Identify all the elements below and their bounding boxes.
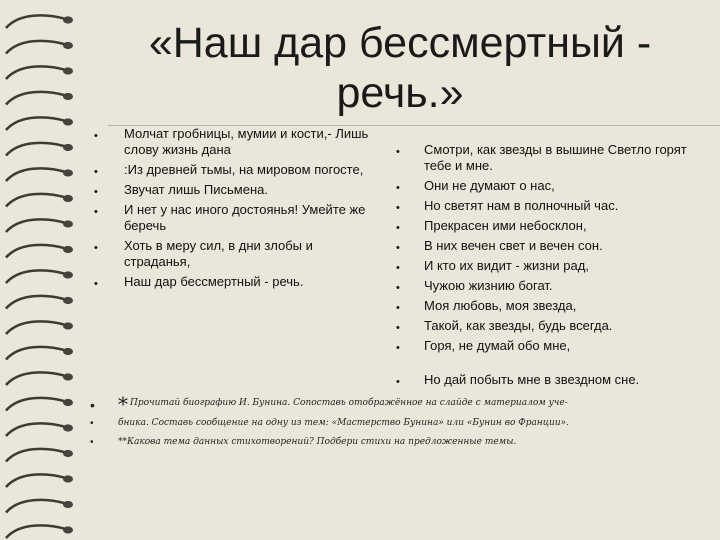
spiral-coil (6, 92, 66, 105)
spiral-hole (63, 450, 73, 457)
spiral-hole (63, 144, 73, 151)
spiral-hole (63, 475, 73, 482)
right-poem (424, 142, 694, 392)
slide-title: «Наш дар бессмертный - речь.» (148, 19, 652, 117)
right-poem-line: • Но дай побыть мне в звездном сне. (424, 372, 694, 388)
spiral-hole (63, 67, 73, 74)
note-line-1: Прочитай биографию И. Бунина. Сопоставь отображённое на слайде с материалом уче- (130, 398, 568, 408)
spiral-hole (63, 501, 73, 508)
spiral-hole (63, 399, 73, 406)
right-poem-line: • В них вечен свет и вечен сон. (424, 238, 694, 254)
assignment-notes (90, 392, 710, 456)
spiral-coil (6, 474, 66, 487)
bullet-icon: • (90, 437, 94, 448)
spiral-coil (6, 66, 66, 79)
right-poem-line: • Такой, как звезды, будь всегда. (424, 318, 694, 334)
left-poem-line: • Хоть в меру сил, в дни злобы и страданья, (124, 238, 374, 270)
spiral-hole (63, 271, 73, 278)
left-poem-line: • :Из древней тьмы, на мировом погосте, (124, 162, 374, 178)
asterisk-mark: * (118, 392, 128, 416)
spiral-coil (6, 372, 66, 385)
spiral-hole (63, 93, 73, 100)
right-poem-line: • Моя любовь, моя звезда, (424, 298, 694, 314)
note-line-3: **Какова тема данных стихотворений? Подбери стихи на предложенные темы. (118, 437, 517, 447)
notebook-spiral-binding (0, 0, 82, 540)
right-poem-line: • Горя, не думай обо мне, (424, 338, 694, 354)
spiral-hole (63, 220, 73, 227)
spiral-coil (6, 117, 66, 130)
spiral-coil (6, 143, 66, 156)
spiral-hole (63, 195, 73, 202)
spiral-hole (63, 246, 73, 253)
spiral-coil (6, 525, 66, 538)
spiral-coil (6, 15, 66, 28)
spiral-coil (6, 500, 66, 513)
right-poem-line: • Смотри, как звезды в вышине Светло горят тебе и мне. (424, 142, 694, 174)
bullet-icon: • (90, 397, 95, 413)
left-poem-line: • И нет у нас иного достоянья! Умейте же беречь (124, 202, 374, 234)
right-poem-line: • И кто их видит - жизни рад, (424, 258, 694, 274)
spiral-coil (6, 398, 66, 411)
spiral-coil (6, 194, 66, 207)
spiral-hole (63, 373, 73, 380)
spiral-hole (63, 42, 73, 49)
right-poem-line: • Они не думают о нас, (424, 178, 694, 194)
spiral-hole (63, 322, 73, 329)
bullet-icon: • (90, 418, 94, 429)
spiral-hole (63, 118, 73, 125)
spiral-coil (6, 449, 66, 462)
assignment-note (90, 392, 710, 416)
right-poem-line: • Но светят нам в полночный час. (424, 198, 694, 214)
spiral-hole (63, 348, 73, 355)
spiral-coil (6, 245, 66, 258)
spiral-coil (6, 270, 66, 283)
spiral-coil (6, 423, 66, 436)
spiral-coil (6, 219, 66, 232)
left-poem-line: • Звучат лишь Письмена. (124, 182, 374, 198)
left-poem (124, 126, 374, 294)
spiral-hole (63, 526, 73, 533)
spiral-coil (6, 296, 66, 309)
note-line-2: бника. Составь сообщение на одну из тем: «Мастерство Бунина» или «Бунин во Франции». (118, 418, 569, 428)
spiral-coil (6, 321, 66, 334)
spiral-hole (63, 424, 73, 431)
assignment-note (90, 418, 710, 429)
right-poem-line: • Чужою жизнию богат. (424, 278, 694, 294)
left-poem-line: • Наш дар бессмертный - речь. (124, 274, 374, 290)
right-poem-line: • Прекрасен ими небосклон, (424, 218, 694, 234)
spiral-coil (6, 347, 66, 360)
spiral-coil (6, 41, 66, 54)
assignment-note (90, 437, 710, 448)
spiral-hole (63, 16, 73, 23)
spiral-hole (63, 169, 73, 176)
spiral-coil (6, 168, 66, 181)
left-poem-line: • Молчат гробницы, мумии и кости,- Лишь слову жизнь дана (124, 126, 374, 158)
spiral-hole (63, 297, 73, 304)
